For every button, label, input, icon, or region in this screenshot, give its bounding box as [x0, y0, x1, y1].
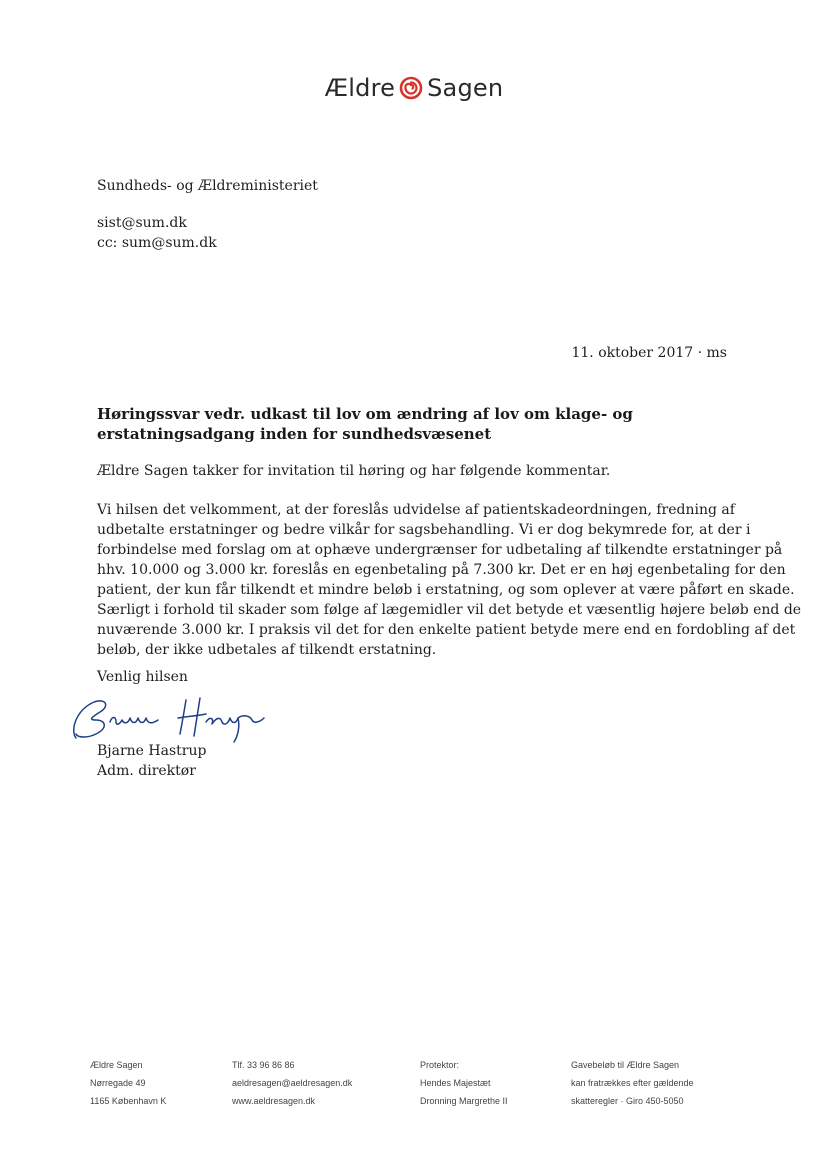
footer-line: Gavebeløb til Ældre Sagen	[571, 1060, 680, 1070]
footer-line: Ældre Sagen	[90, 1060, 143, 1070]
footer-donation	[571, 1056, 694, 1110]
footer-website-link[interactable]: www.aeldresagen.dk	[232, 1096, 316, 1106]
footer-address	[90, 1056, 166, 1110]
letter-date: 11. oktober 2017 · ms	[571, 345, 727, 361]
logo-text-part2: Sagen	[427, 74, 504, 102]
footer-contact	[232, 1056, 352, 1110]
handwritten-signature	[66, 690, 286, 744]
body-paragraph	[97, 500, 802, 660]
footer-email-link[interactable]: aeldresagen@aeldresagen.dk	[232, 1078, 353, 1088]
email-block	[97, 213, 217, 253]
body-line: forbindelse med forslag om at ophæve undergrænser for udbetaling af tilkendte erstatninger på	[97, 542, 783, 558]
footer-line: 1165 København K	[90, 1096, 167, 1106]
footer-protector	[420, 1056, 508, 1110]
swirl-logo-icon	[399, 76, 423, 100]
footer-line: kan fratrækkes efter gældende	[571, 1078, 694, 1088]
body-line: patient, der kun får tilkendt et mindre beløb i erstatning, og som oplever at være påført en skade.	[97, 582, 795, 598]
cc-email: cc: sum@sum.dk	[97, 235, 217, 251]
to-email: sist@sum.dk	[97, 215, 187, 231]
signer-title: Adm. direktør	[97, 763, 196, 779]
organization-logo	[0, 74, 828, 102]
footer-line: Hendes Majestæt	[420, 1078, 491, 1088]
footer-phone: Tlf. 33 96 86 86	[232, 1060, 295, 1070]
body-line: nuværende 3.000 kr. I praksis vil det for den enkelte patient betyde mere end en fordobling af det	[97, 622, 796, 638]
footer-line: Protektor:	[420, 1060, 460, 1070]
footer-line: Dronning Margrethe II	[420, 1096, 508, 1106]
body-line: Vi hilsen det velkomment, at der foreslås udvidelse af patientskadeordningen, fredning af	[97, 502, 735, 518]
signer-name: Bjarne Hastrup	[97, 743, 207, 759]
recipient: Sundheds- og Ældreministeriet	[97, 178, 318, 194]
subject-heading: Høringssvar vedr. udkast til lov om ændring af lov om klage- og erstatningsadgang inden for sundhedsvæsenet	[97, 405, 633, 443]
intro-paragraph: Ældre Sagen takker for invitation til høring og har følgende kommentar.	[97, 463, 611, 479]
body-line: beløb, der ikke udbetales af tilkendt erstatning.	[97, 642, 437, 658]
body-line: hhv. 10.000 og 3.000 kr. foreslås en egenbetaling på 7.300 kr. Det er en høj egenbetaling for den	[97, 562, 786, 578]
closing: Venlig hilsen	[97, 669, 188, 685]
footer-line: skatteregler · Giro 450-5050	[571, 1096, 684, 1106]
body-line: udbetalte erstatninger og bedre vilkår for sagsbehandling. Vi er dog bekymrede for, at der i	[97, 522, 751, 538]
logo-text-part1: Ældre	[324, 74, 396, 102]
footer-line: Nørregade 49	[90, 1078, 146, 1088]
signer-block	[97, 741, 206, 781]
body-line: Særligt i forhold til skader som følge af lægemidler vil det betyde et væsentlig højere beløb end de	[97, 602, 802, 618]
